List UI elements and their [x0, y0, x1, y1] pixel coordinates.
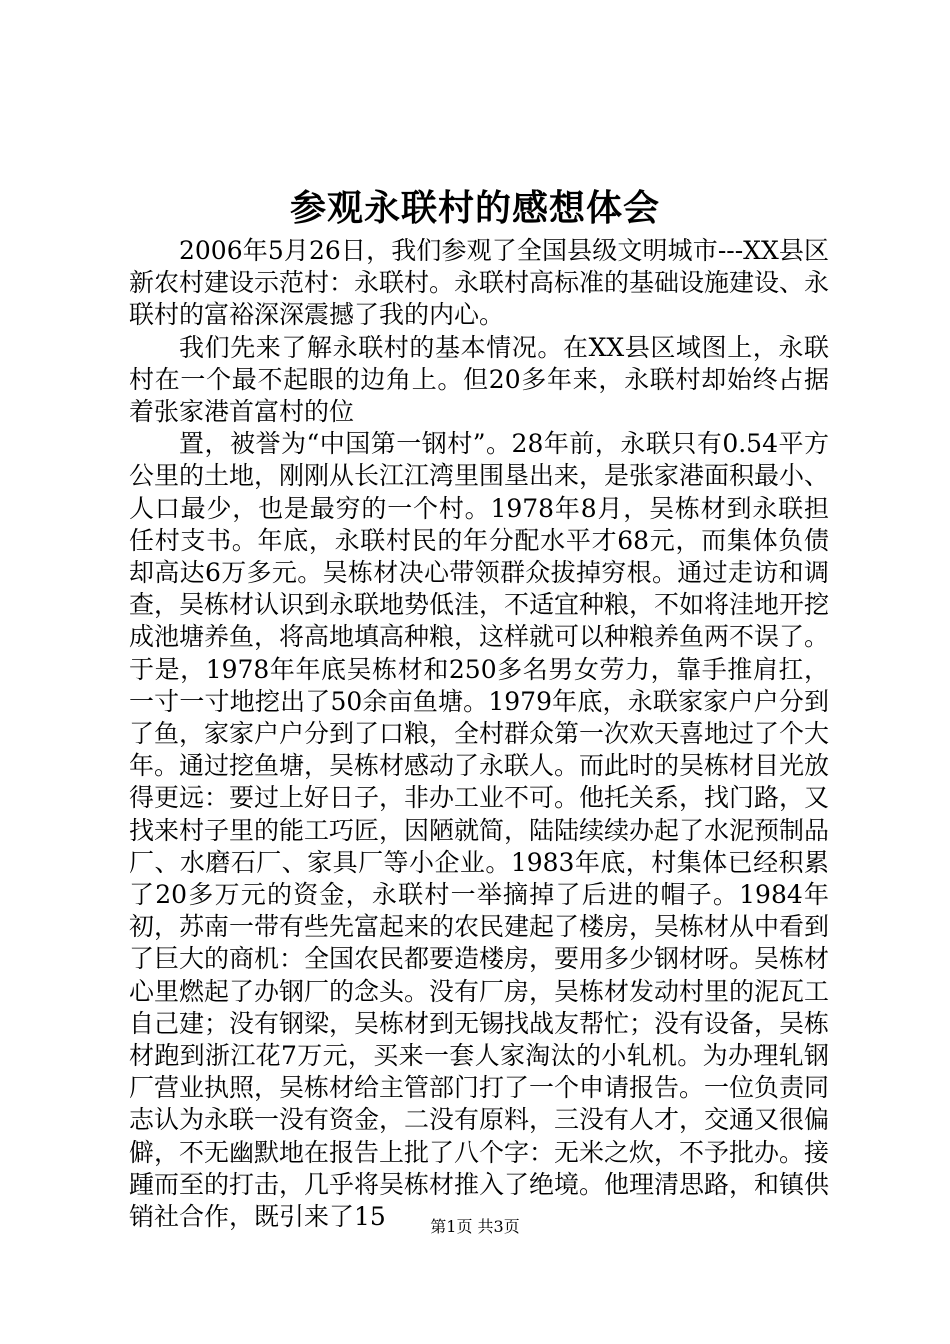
document-title: 参观永联村的感想体会 — [289, 188, 660, 229]
page-footer: 第1页 共3页 — [430, 1217, 520, 1236]
paragraph-3: 置，被誉为“中国第一钢村”。28年前，永联只有0.54平方公里的土地，刚刚从长江江湾里围垦出来，是张家港面积最小、人口最少，也是最穷的一个村。1978年8月，吴栋材到永联担任村支书。年底，永联村民的年分配水平才68元，而集体负债却高达6万多元。吴栋材决心带领群众拔掉穷根。通过走访和调查，吴栋材认识到永联地势低洼，不适宜种粮，不如将洼地开挖成池塘养鱼，将高地填高种粮，这样就可以种粮养鱼两不误了。于是，1978年年底吴栋材和250多名男女劳力，靠手推肩扛，一寸一寸地挖出了50余亩鱼塘。1979年底，永联家家户户分到了鱼，家家户户分到了口粮，全村群众第一次欢天喜地过了个大年。通过挖鱼塘，吴栋材感动了永联人。而此时的吴栋材目光放得更远：要过上好日子，非办工业不可。他托关系，找门路，又找来村子里的能工巧匠，因陋就简，陆陆续续办起了水泥预制品厂、水磨石厂、家具厂等小企业。1983年底，村集体已经积累了20多万元的资金，永联村一举摘掉了后进的帽子。1984年初，苏南一带有些先富起来的农民建起了楼房，吴栋材从中看到了巨大的商机：全国农民都要造楼房，要用多少钢材呀。吴栋材心里燃起了办钢厂的念头。没有厂房，吴栋材发动村里的泥瓦工自己建；没有钢梁，吴栋材到无锡找战友帮忙；没有设备，吴栋材跑到浙江花7万元，买来一套人家淘汰的小轧机。为办理轧钢厂营业执照，吴栋材给主管部门打了一个申请报告。一位负责同志认为永联一没有资金，二没有原料，三没有人才，交通又很偏僻，不无幽默地在报告上批了八个字：无米之炊，不予批办。接踵而至的打击，几乎将吴栋材推入了绝境。他理清思路，和镇供销社合作，既引来了15 — [129, 429, 830, 1232]
paragraph-1: 2006年5月26日，我们参观了全国县级文明城市---XX县区新农村建设示范村：永联村。永联村高标准的基础设施建设、永联村的富裕深深震撼了我的内心。 — [129, 236, 830, 330]
document-body — [129, 235, 829, 1233]
paragraph-2: 我们先来了解永联村的基本情况。在XX县区域图上，永联村在一个最不起眼的边角上。但20多年来，永联村却始终占据着张家港首富村的位 — [129, 332, 829, 427]
